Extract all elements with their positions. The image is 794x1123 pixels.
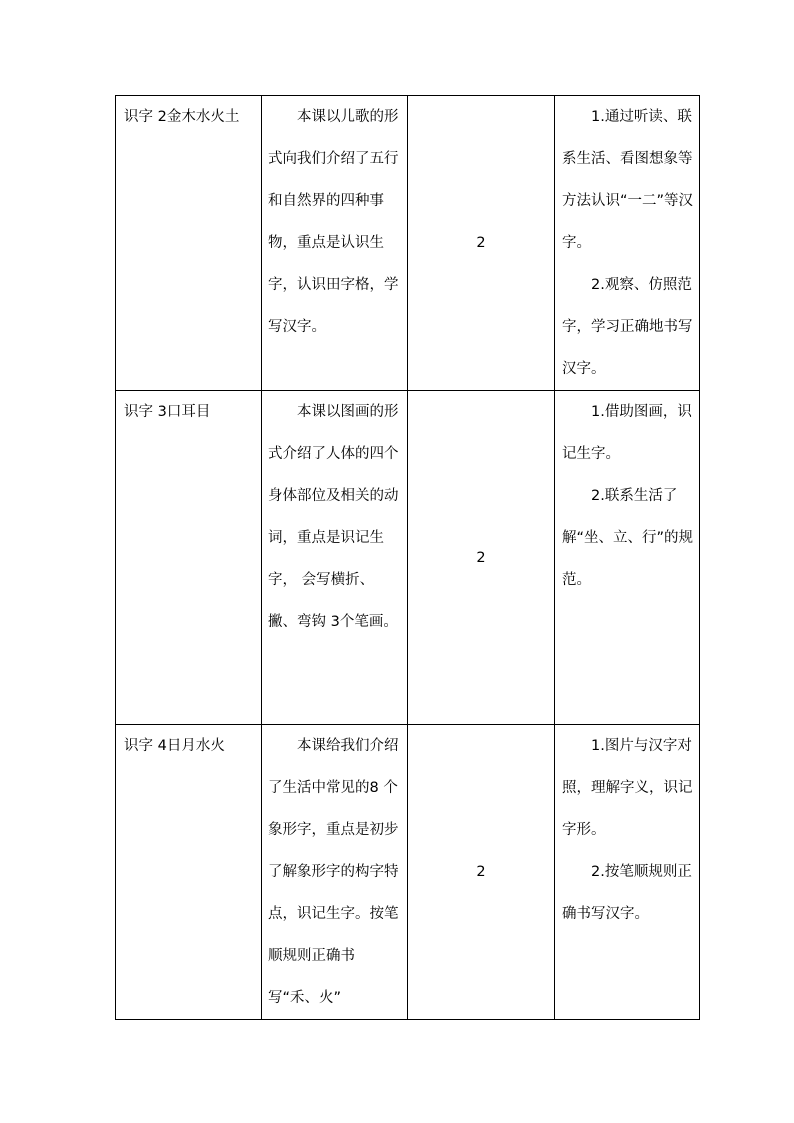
lesson-goal: 1.通过听读、联系生活、看图想象等方法认识“一二”等汉字。 <box>562 109 694 251</box>
table-row <box>116 391 700 725</box>
lesson-goal: 2.联系生活了解“坐、立、行”的规范。 <box>562 488 694 588</box>
lesson-hours-cell <box>408 725 555 1020</box>
lesson-description: 本课以儿歌的形式向我们介绍了五行和自然界的四种事物，重点是认识生字，认识田字格，学写汉字。 <box>268 109 399 335</box>
lesson-title: 识字 4日月水火 <box>124 738 225 754</box>
lesson-goals-cell <box>555 391 700 725</box>
lesson-goal: 2.观察、仿照范字，学习正确地书写汉字。 <box>562 277 693 377</box>
lesson-goal: 2.按笔顺规则正确书写汉字。 <box>562 864 692 922</box>
lesson-hours: 2 <box>476 235 486 251</box>
lesson-hours-cell <box>408 96 555 391</box>
table-row <box>116 725 700 1020</box>
lesson-description: 本课给我们介绍了生活中常见的8 个象形字，重点是初步了解象形字的构字特点，识记生字。按笔顺规则正确书写“禾、火” <box>268 738 399 1006</box>
lesson-hours: 2 <box>476 864 486 880</box>
lesson-title: 识字 3口耳目 <box>124 404 211 420</box>
lesson-title-cell <box>116 725 262 1020</box>
lesson-goal: 1.图片与汉字对照，理解字义，识记字形。 <box>562 738 693 838</box>
lesson-title: 识字 2金木水火土 <box>124 109 240 125</box>
lesson-hours: 2 <box>476 549 486 566</box>
lesson-goal: 1.借助图画，识记生字。 <box>562 404 692 462</box>
lesson-description-cell <box>262 96 408 391</box>
lesson-title-cell <box>116 391 262 725</box>
lesson-hours-cell <box>408 391 555 725</box>
lesson-plan-table <box>115 95 700 1020</box>
table-row <box>116 96 700 391</box>
lesson-goals-cell <box>555 96 700 391</box>
lesson-title-cell <box>116 96 262 391</box>
lesson-description: 本课以图画的形式介绍了人体的四个身体部位及相关的动词，重点是识记生字， 会写横折、撇、弯钩 3个笔画。 <box>268 404 399 630</box>
lesson-description-cell <box>262 725 408 1020</box>
lesson-goals-cell <box>555 725 700 1020</box>
lesson-description-cell <box>262 391 408 725</box>
